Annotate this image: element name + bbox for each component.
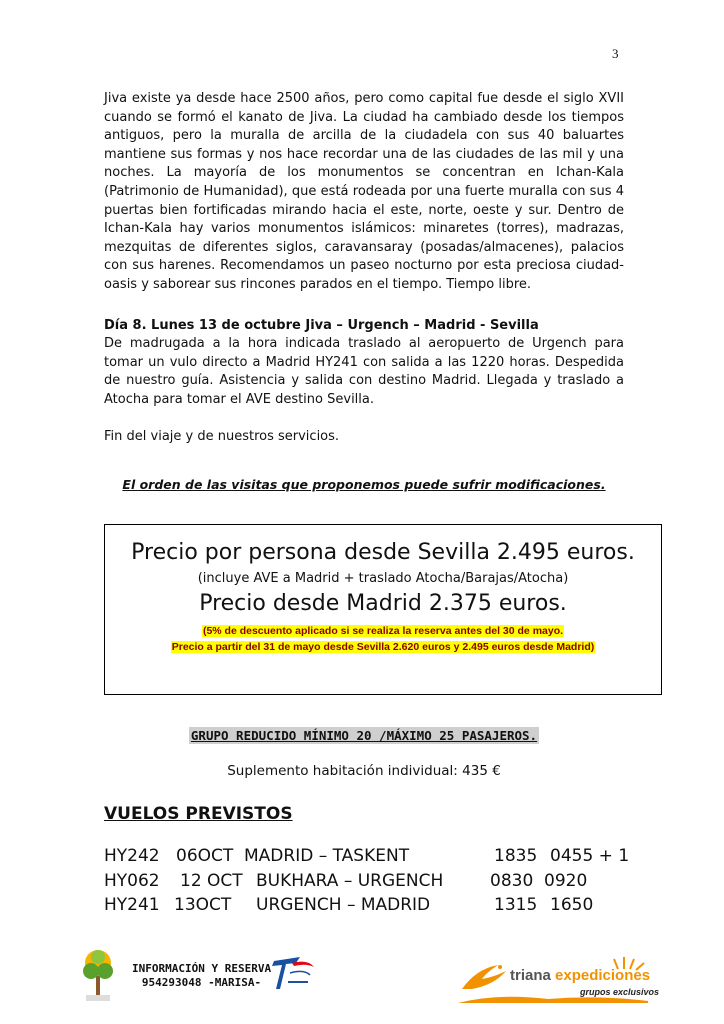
flight-date: 13OCT <box>174 895 232 915</box>
price-sevilla: Precio por persona desde Sevilla 2.495 euros. <box>131 540 635 565</box>
flight-departure: 0830 <box>490 871 534 891</box>
visits-order-notice: El orden de las visitas que proponemos puede sufrir modificaciones. <box>122 477 606 492</box>
late-price-note: Precio a partir del 31 de mayo desde Sevilla 2.620 euros y 2.495 euros desde Madrid) <box>171 641 595 653</box>
triana-word: triana <box>510 967 551 984</box>
group-size-text: GRUPO REDUCIDO MÍNIMO 20 /MÁXIMO 25 PASAJEROS. <box>190 728 538 743</box>
single-supplement: Suplemento habitación individual: 435 € <box>227 763 501 779</box>
flight-code: HY062 <box>104 871 160 891</box>
tree-logo-icon <box>80 945 116 1003</box>
triana-tagline: grupos exclusivos <box>580 987 660 997</box>
flight-code: HY241 <box>104 895 160 915</box>
sun-rays-icon <box>558 955 648 973</box>
triana-logo <box>458 953 660 1003</box>
flight-date: 06OCT <box>176 846 234 866</box>
flights-title: VUELOS PREVISTOS <box>104 804 293 824</box>
info-phone: 954293048 -MARISA- <box>141 976 262 989</box>
flight-code: HY242 <box>104 846 160 866</box>
price-madrid: Precio desde Madrid 2.375 euros. <box>199 591 567 616</box>
info-line1: INFORMACIÓN Y RESERVA <box>132 962 272 975</box>
flight-date: 12 OCT <box>180 871 243 891</box>
flight-arrival: 0455 + 1 <box>550 846 630 866</box>
group-size <box>104 725 624 744</box>
flight-arrival: 0920 <box>544 871 588 891</box>
price-box <box>104 524 662 695</box>
footer <box>80 945 660 1005</box>
flight-route: MADRID – TASKENT <box>244 846 410 866</box>
paragraph-day8: De madrugada a la hora indicada traslado al aeropuerto de Urgench para tomar un vulo directo a Madrid HY241 con salida a las 1220 horas. Despedida de nuestro guía. Asistencia y salida con destino Madrid. Llegada y traslado a Atocha para tomar el AVE destino Sevilla. <box>104 336 624 407</box>
page-number: 3 <box>612 46 619 61</box>
flight-route: URGENCH – MADRID <box>256 895 431 915</box>
flight-departure: 1835 <box>494 846 538 866</box>
federation-logo-icon <box>270 953 316 993</box>
day8-title: Día 8. Lunes 13 de octubre Jiva – Urgench – Madrid - Sevilla <box>104 318 539 333</box>
paragraph-jiva: Jiva existe ya desde hace 2500 años, pero como capital fue desde el siglo XVII cuando se formó el kanato de Jiva. La ciudad ha cambiado desde los tiempos antiguos, pero la muralla de arcilla de la ciudadela con sus 40 baluartes mantiene sus formas y nos hace recordar una de las ciudades de las mil y una noches. La mayoría de los monumentos se concentran en Ichan-Kala (Patrimonio de Humanidad), que está rodeada por una fuerte muralla con sus 4 puertas bien fortificadas mirando hacia el este, norte, oeste y sur. Dentro de Ichan-Kala hay varios monumentos islámicos: minaretes (torres), madrazas, mezquitas de diferentes siglos, caravansaray (posadas/almacenes), palacios con sus harenes. Recomendamos un paseo nocturno por esta preciosa ciudad-oasis y saborear sus rincones parados en el tiempo. Tiempo libre. <box>104 91 624 292</box>
contact-info <box>132 962 271 990</box>
flight-departure: 1315 <box>494 895 538 915</box>
flight-route: BUKHARA – URGENCH <box>256 871 444 891</box>
price-includes-note: (incluye AVE a Madrid + traslado Atocha/Barajas/Atocha) <box>197 571 569 586</box>
discount-note: (5% de descuento aplicado si se realiza la reserva antes del 30 de mayo. <box>202 625 564 637</box>
expediciones-word: expediciones <box>555 967 651 984</box>
flight-arrival: 1650 <box>550 895 594 915</box>
paragraph-end: Fin del viaje y de nuestros servicios. <box>104 429 340 444</box>
